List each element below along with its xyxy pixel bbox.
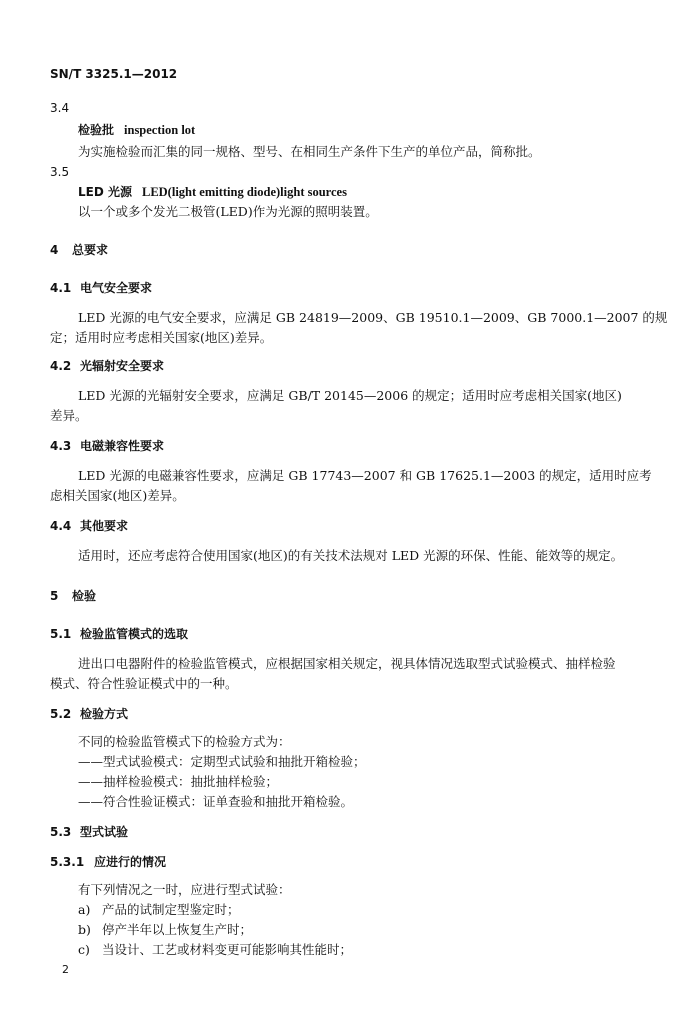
list-item: c) 当设计、工艺或材料变更可能影响其性能时；	[78, 942, 353, 957]
section-heading-5: 5 检验	[50, 589, 97, 603]
section-heading-4-2: 4.2 光辐射安全要求	[50, 359, 165, 373]
list-item: ——符合性验证模式：证单查验和抽批开箱检验。	[78, 794, 354, 809]
standard-number: SN/T 3325.1—2012	[50, 67, 178, 81]
page-number: 2	[62, 963, 69, 976]
term-en: inspection lot	[124, 123, 196, 137]
list-item: b) 停产半年以上恢复生产时；	[78, 922, 253, 937]
list-item: a) 产品的试制定型鉴定时；	[78, 902, 240, 917]
definition-3-5: 以一个或多个发光二极管(LED)作为光源的照明装置。	[78, 204, 378, 219]
definition-3-4: 为实施检验而汇集的同一规格、型号、在相同生产条件下生产的单位产品，简称批。	[78, 144, 541, 159]
paragraph-4-3-line2: 虑相关国家(地区)差异。	[50, 488, 185, 503]
paragraph-4-2-line2: 差异。	[50, 408, 88, 423]
paragraph-5-1-line2: 模式、符合性验证模式中的一种。	[50, 676, 238, 691]
section-heading-5-1: 5.1 检验监管模式的选取	[50, 627, 189, 641]
section-heading-4-1: 4.1 电气安全要求	[50, 281, 153, 295]
paragraph-5-2-intro: 不同的检验监管模式下的检验方式为：	[78, 734, 291, 749]
term-3-4	[78, 122, 195, 138]
term-en: LED(light emitting diode)light sources	[141, 185, 347, 199]
paragraph-4-1-line2: 定；适用时应考虑相关国家(地区)差异。	[50, 330, 273, 345]
paragraph-4-3-line1: LED 光源的电磁兼容性要求，应满足 GB 17743—2007 和 GB 17625.1—2003 的规定，适用时应考	[78, 468, 652, 483]
list-item: ——型式试验模式：定期型式试验和抽批开箱检验；	[78, 754, 366, 769]
section-heading-4-3: 4.3 电磁兼容性要求	[50, 439, 165, 453]
section-heading-5-2: 5.2 检验方式	[50, 707, 129, 721]
paragraph-5-1-line1: 进出口电器附件的检验监管模式，应根据国家相关规定，视具体情况选取型式试验模式、抽样检验	[78, 656, 616, 671]
paragraph-4-2-line1: LED 光源的光辐射安全要求，应满足 GB/T 20145—2006 的规定；适用时应考虑相关国家(地区)	[78, 388, 622, 403]
paragraph-5-3-1-intro: 有下列情况之一时，应进行型式试验：	[78, 882, 291, 897]
clause-number-3-5: 3.5	[50, 165, 70, 179]
term-3-5	[78, 184, 347, 200]
list-item: ——抽样检验模式：抽批抽样检验；	[78, 774, 279, 789]
section-heading-5-3-1: 5.3.1 应进行的情况	[50, 855, 167, 869]
clause-number-3-4: 3.4	[50, 101, 70, 115]
paragraph-4-1-line1: LED 光源的电气安全要求，应满足 GB 24819—2009、GB 19510.1—2009、GB 7000.1—2007 的规	[78, 310, 668, 325]
term-cn: 检验批	[78, 123, 115, 137]
paragraph-4-4-line1: 适用时，还应考虑符合使用国家(地区)的有关技术法规对 LED 光源的环保、性能、能效等的规定。	[78, 548, 624, 563]
section-heading-4-4: 4.4 其他要求	[50, 519, 129, 533]
term-cn: LED 光源	[78, 185, 132, 199]
section-heading-4: 4 总要求	[50, 243, 109, 257]
section-heading-5-3: 5.3 型式试验	[50, 825, 129, 839]
